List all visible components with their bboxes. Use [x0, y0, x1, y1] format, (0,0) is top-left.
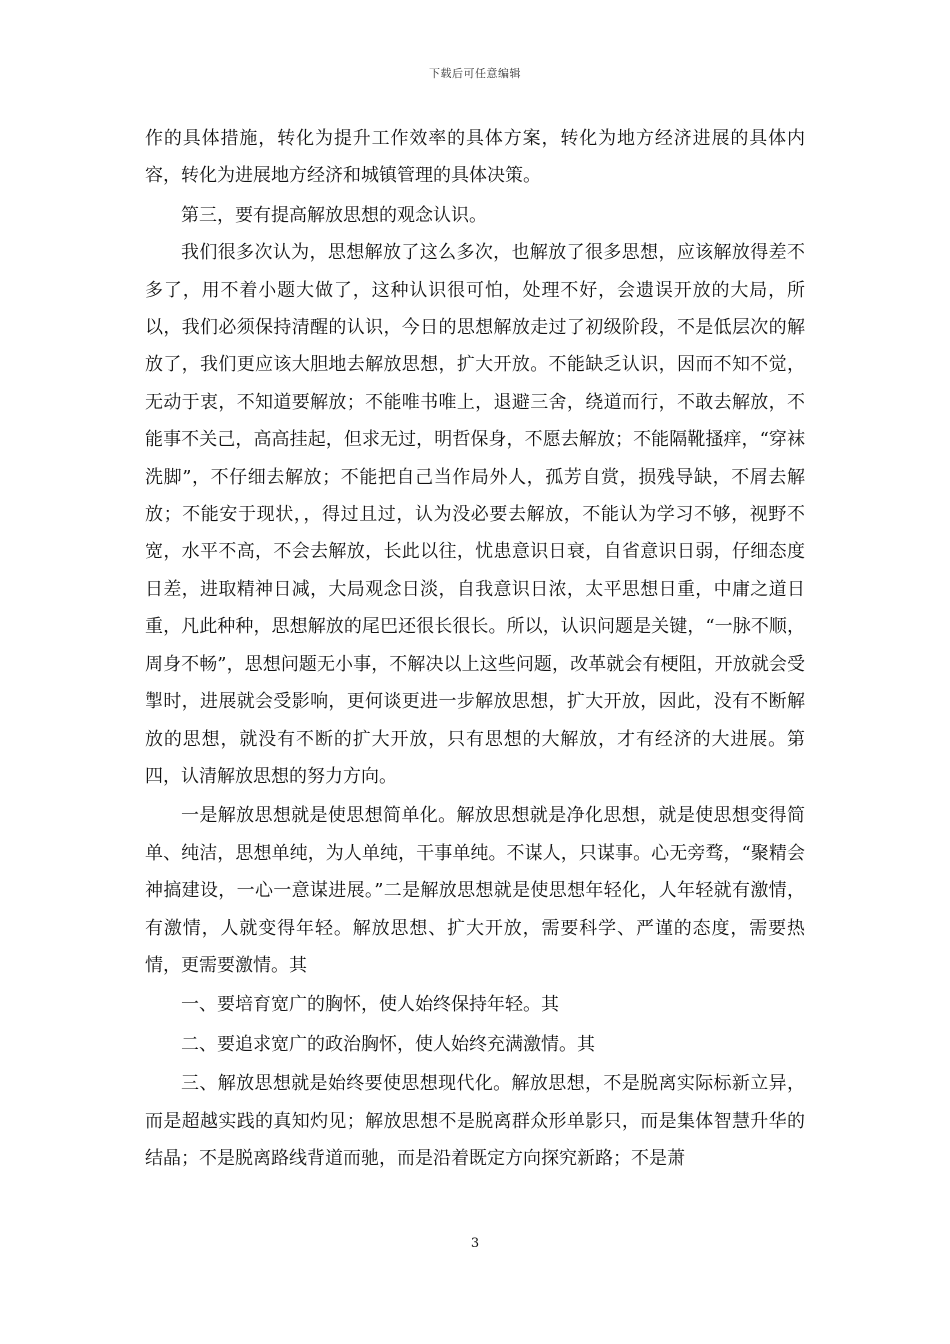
paragraph-4: 一是解放思想就是使思想简单化。解放思想就是净化思想，就是使思想变得简单、纯洁，思想单纯，为人单纯，干事单纯。不谋人，只谋事。心无旁骛，“聚精会神搞建设，一心一意谋进展。”二是解放思想就是使思想年轻化，人年轻就有激情，有激情，人就变得年轻。解放思想、扩大开放，需要科学、严谨的态度，需要热情，更需要激情。其	[145, 805, 805, 976]
page-number: 3	[470, 1236, 480, 1251]
paragraph-2: 第三，要有提高解放思想的观念认识。	[181, 204, 487, 226]
paragraph-6: 二、要追求宽广的政治胸怀，使人始终充满激情。其	[181, 1033, 595, 1055]
paragraph-3: 我们很多次认为，思想解放了这么多次，也解放了很多思想，应该解放得差不多了，用不着小题大做了，这种认识很可怕，处理不好，会遗误开放的大局，所以，我们必须保持清醒的认识，今日的思想解放走过了初级阶段，不是低层次的解放了，我们更应该大胆地去解放思想，扩大开放。不能缺乏认识，因而不知不觉，无动于衷，不知道要解放；不能唯书唯上，退避三舍，绕道而行，不敢去解放，不能事不关己，高高挂起，但求无过，明哲保身，不愿去解放；不能隔靴搔痒，“穿袜洗脚”，不仔细去解放；不能把自己当作局外人，孤芳自赏，损残导缺，不屑去解放；不能安于现状，，得过且过，认为没必要去解放，不能认为学习不够，视野不宽，水平不高，不会去解放，长此以往，忧患意识日衰，自省意识日弱，仔细态度日差，进取精神日减，大局观念日淡，自我意识日浓，太平思想日重，中庸之道日重，凡此种种，思想解放的尾巴还很长很长。所以，认识问题是关键，“一脉不顺，周身不畅”，思想问题无小事，不解决以上这些问题，改革就会有梗阻，开放就会受掣时，进展就会受影响，更何谈更进一步解放思想，扩大开放，因此，没有不断解放的思想，就没有不断的扩大开放，只有思想的大解放，才有经济的大进展。第四，认清解放思想的努力方向。	[145, 242, 805, 787]
document-body	[145, 120, 805, 1177]
paragraph-1: 作的具体措施，转化为提升工作效率的具体方案，转化为地方经济进展的具体内容，转化为进展地方经济和城镇管理的具体决策。	[145, 128, 805, 187]
page-header: 下载后可任意编辑	[429, 67, 521, 80]
paragraph-5: 一、要培育宽广的胸怀，使人始终保持年轻。其	[181, 994, 559, 1016]
paragraph-7: 三、解放思想就是始终要使思想现代化。解放思想，不是脱离实际标新立异，而是超越实践的真知灼见；解放思想不是脱离群众形单影只，而是集体智慧升华的结晶；不是脱离路线背道而驰，而是沿着既定方向探究新路；不是萧	[145, 1073, 805, 1169]
